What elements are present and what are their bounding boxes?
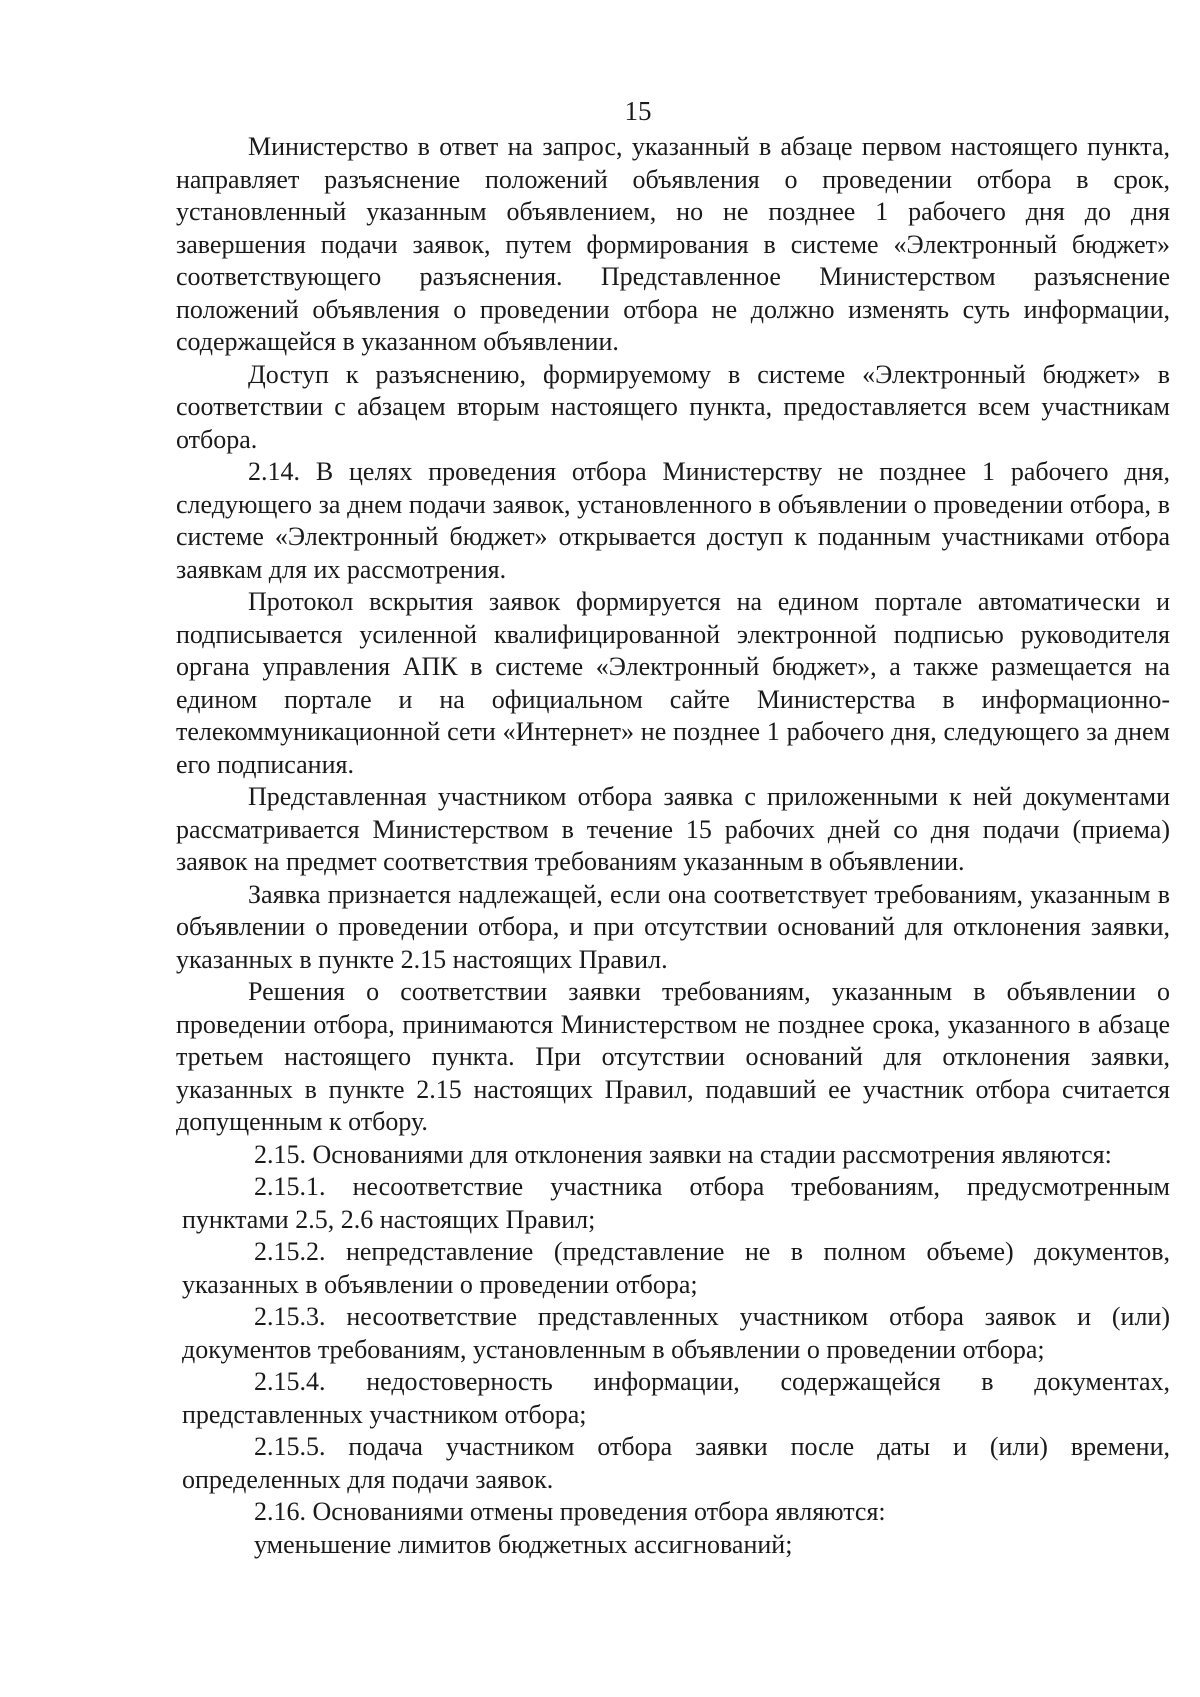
paragraph: 2.15.2. непредставление (представление не в полном объеме) документов, указанных в объявлении о проведении отбора; (182, 1237, 1170, 1299)
paragraph: уменьшение лимитов бюджетных ассигнований; (254, 1529, 793, 1559)
paragraph: Решения о соответствии заявки требованиям, указанным в объявлении о проведении отбора, принимаются Министерством не позднее срока, указанного в абзаце третьем настоящего пункта. При отсутствии оснований для отклонения заявки, указанных в пункте 2.15 настоящих Правил, подавший ее участник отбора считается допущенным к отбору. (176, 977, 1170, 1136)
paragraph: 2.15. Основаниями для отклонения заявки на стадии рассмотрения являются: (254, 1139, 1112, 1169)
page-number: 15 (624, 96, 652, 126)
paragraph: 2.15.3. несоответствие представленных участником отбора заявок и (или) документов требованиям, установленным в объявлении о проведении отбора; (182, 1302, 1170, 1364)
paragraph: 2.15.4. недостоверность информации, содержащейся в документах, представленных участником отбора; (182, 1367, 1170, 1429)
document-body (176, 131, 1170, 1561)
paragraph: 2.16. Основаниями отмены проведения отбора являются: (254, 1497, 886, 1526)
paragraph: 2.14. В целях проведения отбора Министерству не позднее 1 рабочего дня, следующего за днем подачи заявок, установленного в объявлении о проведении отбора, в системе «Электронный бюджет» открывается доступ к поданным участниками отбора заявкам для их рассмотрения. (176, 457, 1170, 584)
paragraph: Министерство в ответ на запрос, указанный в абзаце первом настоящего пункта, направляет разъяснение положений объявления о проведении отбора в срок, установленный указанным объявлением, но не позднее 1 рабочего дня до дня завершения подачи заявок, путем формирования в системе «Электронный бюджет» соответствующего разъяснения. Представленное Министерством разъяснение положений объявления о проведении отбора не должно изменять суть информации, содержащейся в указанном объявлении. (176, 132, 1170, 356)
paragraph: 2.15.1. несоответствие участника отбора требованиям, предусмотренным пунктами 2.5, 2.6 настоящих Правил; (182, 1172, 1170, 1234)
paragraph: Протокол вскрытия заявок формируется на едином портале автоматически и подписывается усиленной квалифицированной электронной подписью руководителя органа управления АПК в системе «Электронный бюджет», а также размещается на едином портале и на официальном сайте Министерства в информационно-телекоммуникационной сети «Интернет» не позднее 1 рабочего дня, следующего за днем его подписания. (176, 587, 1170, 779)
paragraph: Доступ к разъяснению, формируемому в системе «Электронный бюджет» в соответствии с абзацем вторым настоящего пункта, предоставляется всем участникам отбора. (176, 359, 1170, 454)
paragraph: 2.15.5. подача участником отбора заявки после даты и (или) времени, определенных для подачи заявок. (182, 1432, 1170, 1494)
paragraph: Заявка признается надлежащей, если она соответствует требованиям, указанным в объявлении о проведении отбора, и при отсутствии оснований для отклонения заявки, указанных в пункте 2.15 настоящих Правил. (176, 879, 1170, 974)
paragraph: Представленная участником отбора заявка с приложенными к ней документами рассматривается Министерством в течение 15 рабочих дней со дня подачи (приема) заявок на предмет соответствия требованиям указанным в объявлении. (176, 782, 1170, 876)
